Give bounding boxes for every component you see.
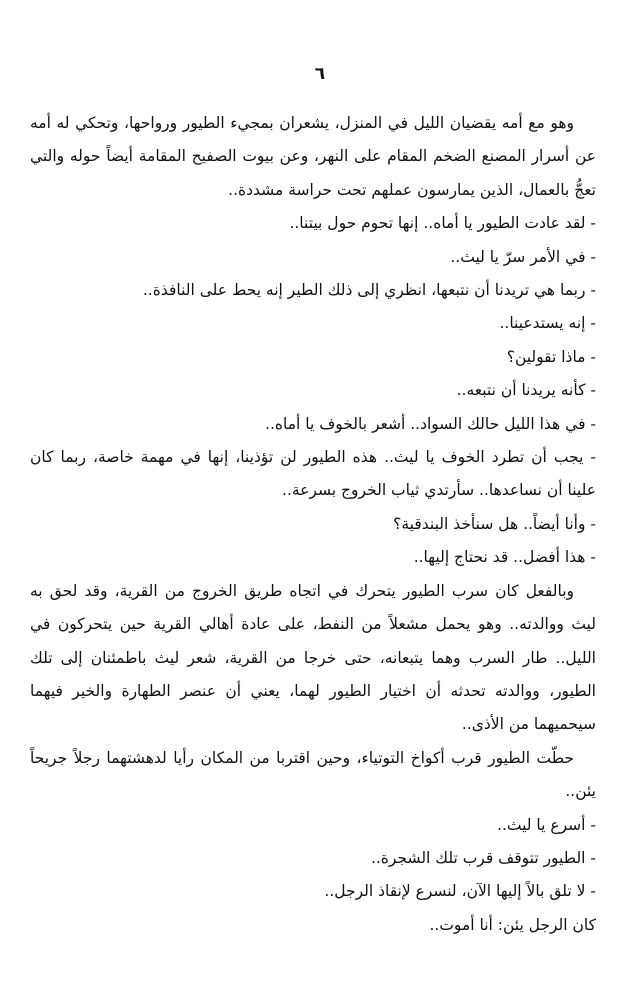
dialogue-line: - وأنا أيضاً.. هل سنأخذ البندقية؟	[393, 514, 596, 533]
page-number: ٦	[314, 64, 326, 84]
narrative-paragraph: وهو مع أمه يقضيان الليل في المنزل، يشعران بمجيء الطيور ورواحها، وتحكي له أمه عن أسرار المصنع الضخم المقام على النهر، وعن بيوت الصفيح المقامة أيضاً حوله والتي تعجُّ بالعمال، الذين يمارسون عملهم تحت حراسة مشددة..	[30, 114, 596, 199]
dialogue-line: - هذا أفضل.. قد نحتاج إليها..	[413, 548, 596, 567]
dialogue-line: - ربما هي تريدنا أن نتبعها، انظري إلى ذلك الطير إنه يحط على النافذة..	[142, 281, 596, 300]
dialogue-line: - لا تلق بالاً إليها الآن، لنسرع لإنقاذ الرجل..	[324, 882, 596, 901]
dialogue-line: - أسرع يا ليث..	[497, 815, 596, 834]
page-text	[30, 107, 596, 942]
narrative-paragraph: كان الرجل يئن: أنا أموت..	[429, 915, 596, 934]
dialogue-line: - في الأمر سرّ يا ليث..	[450, 247, 596, 266]
dialogue-line: - ماذا تقولين؟	[506, 347, 596, 366]
dialogue-line: - يجب أن تطرد الخوف يا ليث.. هذه الطيور لن تؤذينا، إنها في مهمة خاصة، ربما كان علينا أن نساعدها.. سأرتدي ثياب الخروج بسرعة..	[30, 448, 596, 500]
dialogue-line: - الطيور تتوقف قرب تلك الشجرة..	[370, 848, 596, 867]
narrative-paragraph: وبالفعل كان سرب الطيور يتحرك في اتجاه طريق الخروج من القرية، وقد لحق به ليث ووالدته.. وهو يحمل مشعلاً من النفط، على عادة أهالي القرية حين يتحركون في الليل.. طار السرب وهما يتبعانه، حتى خرجا من القرية، شعر ليث باطمئنان إلى تلك الطيور، ووالدته تحدثه أن اختيار الطيور لهما، يعني أن عنصر الطهارة والخير فيهما سيحميهما من الأذى..	[30, 581, 596, 734]
dialogue-line: - كأنه يريدنا أن نتبعه..	[456, 381, 596, 400]
dialogue-line: - لقد عادت الطيور يا أماه.. إنها تحوم حول بيتنا..	[289, 214, 596, 233]
dialogue-line: - في هذا الليل حالك السواد.. أشعر بالخوف يا أماه..	[265, 414, 596, 433]
narrative-paragraph: حطّت الطيور قرب أكواخ التوتياء، وحين اقتربا من المكان رأيا لدهشتهما رجلاً جريحاً يئن..	[30, 748, 596, 801]
dialogue-line: - إنه يستدعينا..	[499, 314, 596, 333]
